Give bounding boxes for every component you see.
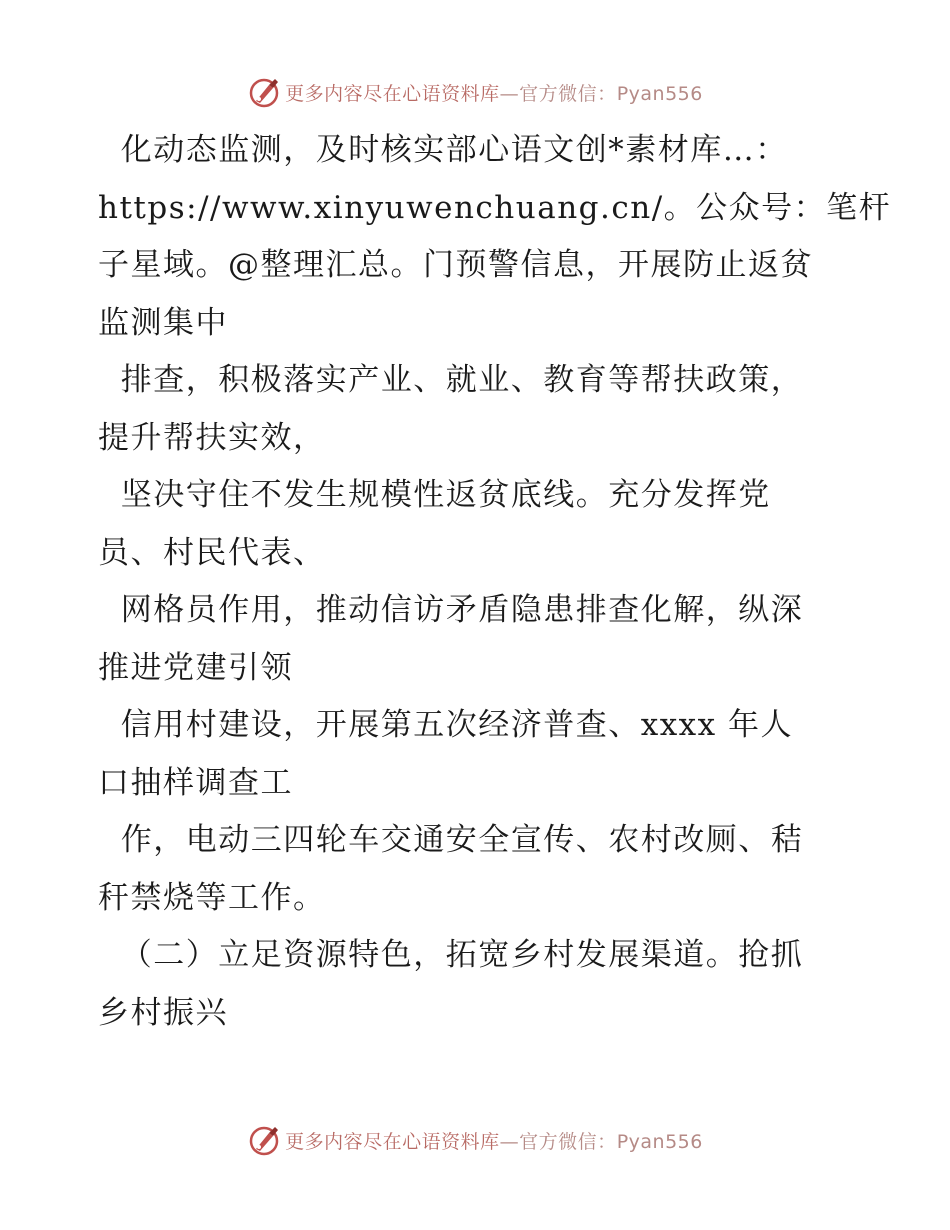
body-line: 秆禁烧等工作。	[98, 879, 326, 916]
header-banner-title: 更多内容尽在心语资料库	[285, 82, 500, 105]
body-line: 推进党建引领	[98, 649, 293, 686]
footer-banner-dash: —	[499, 1130, 520, 1153]
body-line: 口抽样调查工	[98, 764, 293, 801]
body-line: 提升帮扶实效，	[98, 419, 326, 456]
body-line: 排查，积极落实产业、就业、教育等帮扶政策，	[98, 362, 804, 398]
body-line: 员、村民代表、	[98, 534, 326, 571]
header-banner-text	[285, 79, 703, 106]
pen-logo-icon	[247, 1123, 281, 1157]
body-line: 坚决守住不发生规模性返贫底线。充分发挥党	[98, 477, 771, 513]
header-contact-label: 官方微信：	[519, 82, 617, 105]
body-line: 乡村振兴	[98, 994, 228, 1031]
footer-banner-title: 更多内容尽在心语资料库	[285, 1130, 500, 1153]
pen-logo-icon	[247, 75, 281, 109]
header-banner-dash: —	[499, 82, 520, 105]
body-line: （二）立足资源特色，拓宽乡村发展渠道。抢抓	[98, 937, 804, 973]
footer-contact-label: 官方微信：	[519, 1130, 617, 1153]
body-line: 网格员作用，推动信访矛盾隐患排查化解，纵深	[98, 592, 804, 628]
header-watermark	[0, 72, 950, 112]
header-wechat-id: Pyan556	[616, 82, 703, 105]
body-line: 信用村建设，开展第五次经济普查、xxxx 年人	[98, 707, 793, 743]
body-line: 化动态监测，及时核实部心语文创*素材库…：	[98, 132, 788, 168]
body-line: 子星域。@整理汇总。门预警信息，开展防止返贫	[98, 247, 813, 283]
body-line: https://www.xinyuwenchuang.cn/。公众号：笔杆	[98, 189, 892, 226]
document-body	[98, 122, 892, 1042]
footer-watermark	[0, 1120, 950, 1160]
body-line: 监测集中	[98, 304, 228, 341]
body-line: 作，电动三四轮车交通安全宣传、农村改厕、秸	[98, 822, 804, 858]
footer-wechat-id: Pyan556	[616, 1130, 703, 1153]
footer-banner-text	[285, 1127, 703, 1154]
